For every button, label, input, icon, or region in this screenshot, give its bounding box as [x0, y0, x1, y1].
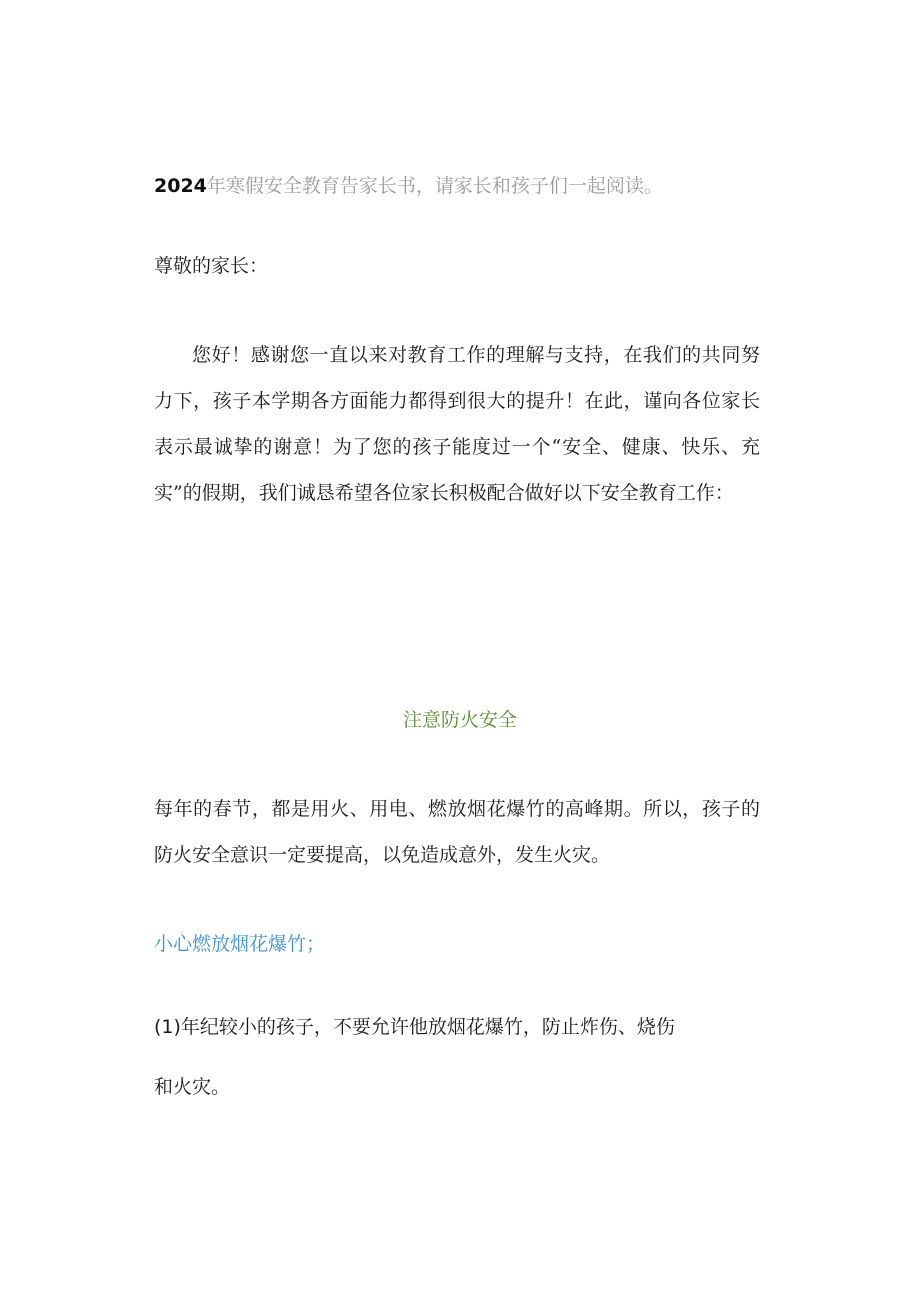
title-year: 2024: [154, 175, 207, 197]
greeting: 尊敬的家长：: [154, 255, 269, 277]
section-heading-fire-safety: 注意防火安全: [402, 709, 517, 731]
sub-heading-fireworks: 小心燃放烟花爆竹；: [154, 933, 326, 955]
document-title: [154, 174, 663, 198]
title-text: 年寒假安全教育告家长书，请家长和孩子们一起阅读。: [206, 175, 663, 197]
list-item-1-continuation: 和火灾。: [154, 1076, 231, 1098]
list-item-number: (1): [154, 1016, 181, 1038]
intro-paragraph: 您好！感谢您一直以来对教育工作的理解与支持，在我们的共同努力下，孩子本学期各方面能力都得到很大的提升！在此，谨向各位家长表示最诚挚的谢意！为了您的孩子能度过一个“安全、健康、快乐、充实”的假期，我们诚恳希望各位家长积极配合做好以下安全教育工作：: [154, 344, 760, 504]
list-item-1: [154, 1015, 675, 1039]
list-item-text: 年纪较小的孩子，不要允许他放烟花爆竹，防止炸伤、烧伤: [180, 1016, 675, 1038]
fire-safety-paragraph: 每年的春节，都是用火、用电、燃放烟花爆竹的高峰期。所以，孩子的防火安全意识一定要提高，以免造成意外，发生火灾。: [154, 798, 760, 866]
